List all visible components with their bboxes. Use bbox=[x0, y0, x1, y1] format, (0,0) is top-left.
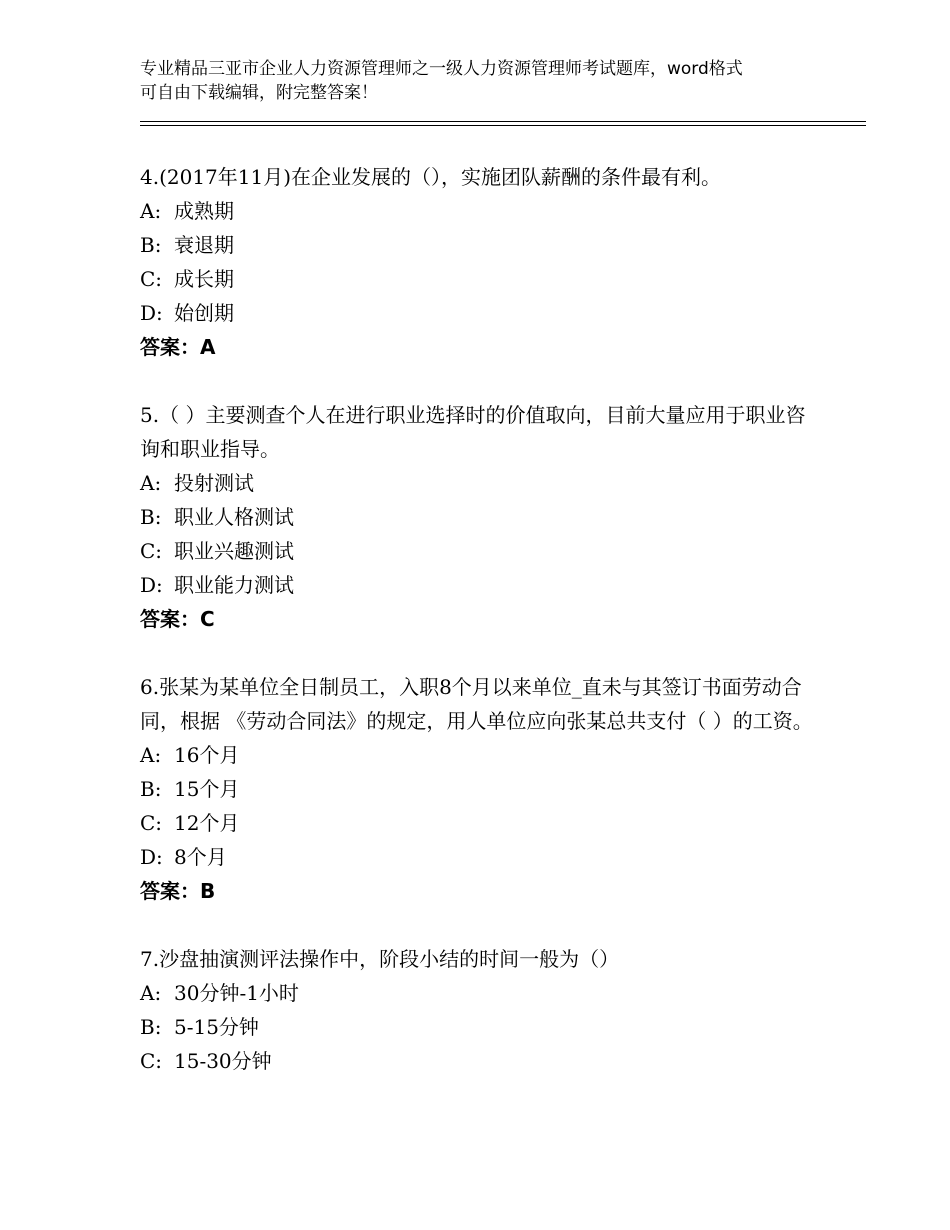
header-divider-top bbox=[140, 121, 866, 122]
question-block bbox=[140, 160, 820, 364]
answer-option bbox=[140, 772, 820, 806]
answer-option bbox=[140, 228, 820, 262]
answer-key: 答案：B bbox=[140, 879, 216, 903]
question-block bbox=[140, 670, 820, 908]
answer-key: 答案：C bbox=[140, 607, 215, 631]
option-text: 15-30分钟 bbox=[174, 1049, 272, 1073]
answer-option bbox=[140, 534, 820, 568]
answer-option bbox=[140, 262, 820, 296]
option-letter: A: bbox=[140, 199, 162, 223]
option-letter: A: bbox=[140, 981, 162, 1005]
option-text: 5-15分钟 bbox=[174, 1015, 259, 1039]
option-letter: A: bbox=[140, 471, 162, 495]
option-text: 成熟期 bbox=[174, 199, 234, 223]
question-block bbox=[140, 942, 820, 1078]
option-text: 15个月 bbox=[174, 777, 240, 801]
question-stem: 4.(2017年11月)在企业发展的（），实施团队薪酬的条件最有利。 bbox=[140, 165, 722, 189]
option-letter: D: bbox=[140, 301, 163, 325]
question-stem: 5.（ ）主要测查个人在进行职业选择时的价值取向，目前大量应用于职业咨询和职业指导。 bbox=[140, 403, 806, 461]
option-letter: B: bbox=[140, 777, 162, 801]
option-letter: B: bbox=[140, 505, 162, 529]
answer-option bbox=[140, 1044, 820, 1078]
option-text: 12个月 bbox=[174, 811, 240, 835]
question-list bbox=[140, 160, 820, 1112]
header-divider-bottom bbox=[140, 125, 866, 126]
option-letter: C: bbox=[140, 539, 163, 563]
option-letter: A: bbox=[140, 743, 162, 767]
option-letter: D: bbox=[140, 573, 163, 597]
answer-option bbox=[140, 466, 820, 500]
question-block bbox=[140, 398, 820, 636]
option-text: 30分钟-1小时 bbox=[174, 981, 299, 1005]
header-line-2: 可自由下载编辑，附完整答案！ bbox=[140, 83, 378, 103]
question-stem: 6.张某为某单位全日制员工，入职8个月以来单位_直未与其签订书面劳动合同，根据 《劳动合同法》的规定，用人单位应向张某总共支付（ ）的工资。 bbox=[140, 675, 813, 733]
option-letter: C: bbox=[140, 1049, 163, 1073]
option-text: 职业兴趣测试 bbox=[174, 539, 294, 563]
option-letter: B: bbox=[140, 1015, 162, 1039]
option-letter: B: bbox=[140, 233, 162, 257]
option-text: 成长期 bbox=[174, 267, 234, 291]
answer-option bbox=[140, 976, 820, 1010]
option-text: 16个月 bbox=[174, 743, 240, 767]
option-letter: C: bbox=[140, 267, 163, 291]
header-line-1: 专业精品三亚市企业人力资源管理师之一级人力资源管理师考试题库，word格式 bbox=[140, 59, 743, 79]
option-text: 衰退期 bbox=[174, 233, 234, 257]
answer-option bbox=[140, 194, 820, 228]
answer-option bbox=[140, 568, 820, 602]
option-text: 职业人格测试 bbox=[174, 505, 294, 529]
answer-option bbox=[140, 840, 820, 874]
option-text: 职业能力测试 bbox=[174, 573, 294, 597]
answer-option bbox=[140, 296, 820, 330]
option-text: 始创期 bbox=[174, 301, 234, 325]
answer-key: 答案：A bbox=[140, 335, 216, 359]
option-text: 8个月 bbox=[174, 845, 227, 869]
answer-option bbox=[140, 806, 820, 840]
question-stem: 7.沙盘抽演测评法操作中，阶段小结的时间一般为（） bbox=[140, 947, 620, 971]
option-letter: D: bbox=[140, 845, 163, 869]
answer-option bbox=[140, 500, 820, 534]
document-header bbox=[140, 57, 820, 105]
answer-option bbox=[140, 738, 820, 772]
option-letter: C: bbox=[140, 811, 163, 835]
answer-option bbox=[140, 1010, 820, 1044]
option-text: 投射测试 bbox=[174, 471, 254, 495]
